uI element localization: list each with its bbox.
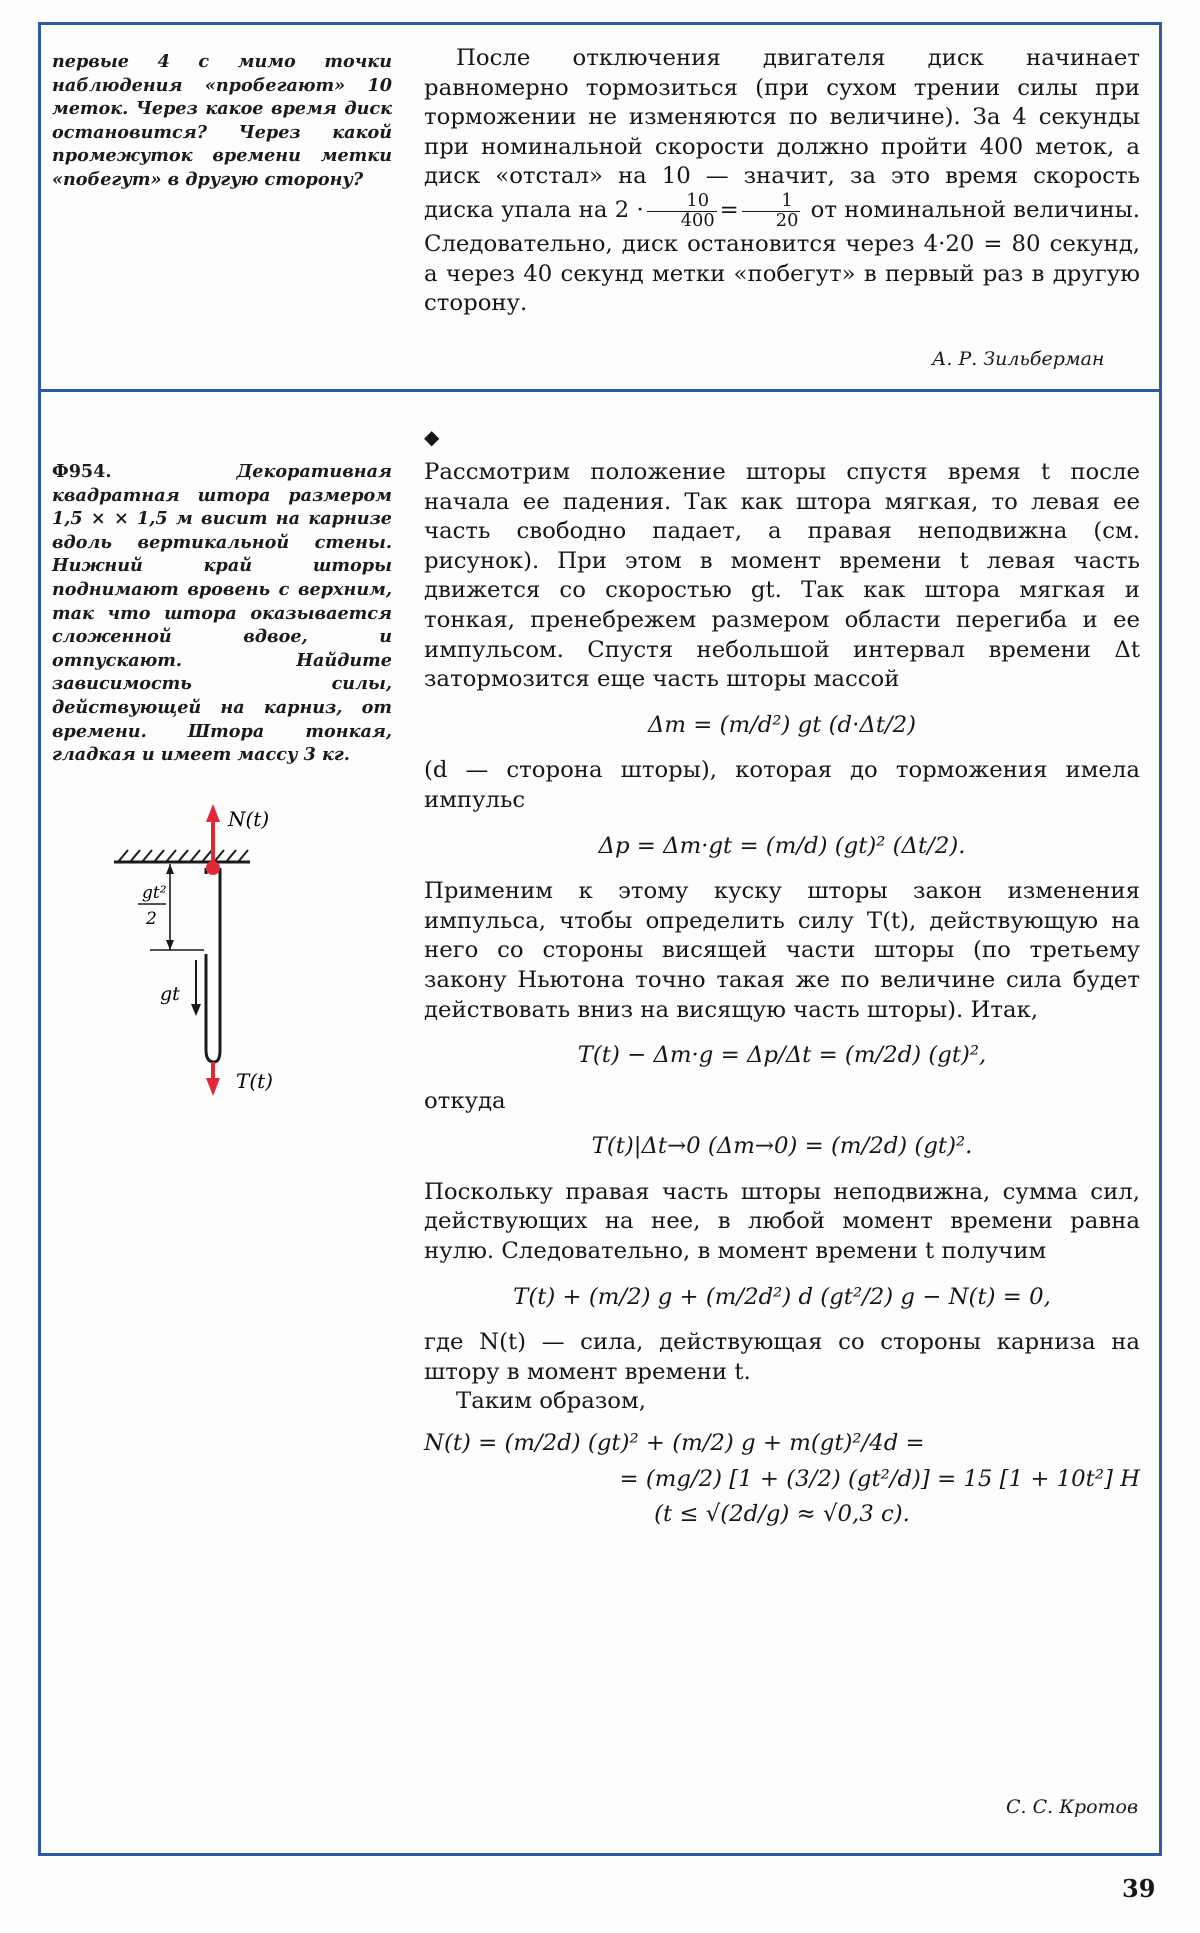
fraction-numerator: 10	[647, 192, 717, 212]
prev-problem-sidebar	[52, 50, 392, 192]
fraction-numerator: 1	[742, 192, 801, 212]
fraction-10-400	[647, 189, 717, 231]
solution-paragraph-1: Рассмотрим положение шторы спустя время t после начала ее падения. Так как штора мягкая, то левая ее часть свободно падает, а правая неподвижна (см. рисунок). При этом в момент времени t левая часть движется со скоростью gt. Так как штора мягкая и тонкая, пренебрежем размером области перегиба и ее импульсом. Спустя небольшой интервал времени Δt затормозится еще часть шторы массой	[424, 459, 1140, 693]
prev-solution-paragraph	[424, 44, 1140, 319]
prev-problem-solution	[424, 44, 1140, 319]
prev-solution-text-2: от номинальной величины. Следовательно, диск остановится через 4·20 = 80 секунд, а через 40 секунд метки «побегут» в первый раз в другую сторону.	[424, 197, 1141, 317]
formula-force-sum: T(t) + (m/2) g + (m/2d²) d (gt²/2) g − N(t) = 0,	[513, 1283, 1051, 1310]
curtain-outline	[206, 868, 220, 1062]
formula-T-limit: T(t)|Δt→0 (Δm→0) = (m/2d) (gt)².	[591, 1133, 973, 1160]
page-number: 39	[1122, 1874, 1156, 1903]
solution-paragraph-3: Применим к этому куску шторы закон изменения импульса, чтобы определить силу T(t), действующую на него со стороны висящей части шторы (по третьему закону Ньютона точно такая же по величине сила будет действовать вниз на висящую часть шторы). Итак,	[424, 878, 1140, 1023]
cornice-hatching	[118, 850, 248, 862]
prev-author-signature: А. Р. Зильберман	[932, 348, 1105, 370]
figure-label-N: N(t)	[228, 807, 270, 831]
problem-statement-text: Декоративная квадратная штора размером 1,5 × × 1,5 м висит на карнизе вдоль вертикальной стены. Нижний край шторы поднимают вровень с верхним, так что штора оказывается сложенной вдвое, и отпускают. Найдите зависимость силы, действующей на карниз, от времени. Штора тонкая, гладкая и имеет массу 3 кг.	[52, 461, 392, 766]
formula-N-1: N(t) = (m/2d) (gt)² + (m/2) g + m(gt)²/4d =	[424, 1430, 925, 1457]
problem-label: Ф954.	[52, 461, 112, 482]
solution-paragraph-2: (d — сторона шторы), которая до торможения имела импульс	[424, 757, 1140, 813]
solution-paragraph-4: откуда	[424, 1087, 506, 1114]
fraction-denominator: 400	[680, 209, 715, 231]
solution-paragraph-7: Таким образом,	[456, 1388, 646, 1415]
formula-delta-p: Δp = Δm·gt = (m/d) (gt)² (Δt/2).	[598, 832, 966, 859]
author-signature: С. С. Кротов	[1006, 1796, 1139, 1818]
dimension-arrow-down	[166, 940, 174, 950]
attachment-point	[206, 861, 220, 875]
figure-frac-denominator: 2	[146, 909, 157, 929]
fraction-denominator: 20	[775, 209, 799, 231]
velocity-arrow-head	[191, 1004, 201, 1016]
curtain-figure	[100, 790, 300, 1100]
solution-paragraph-5: Поскольку правая часть шторы неподвижна, сумма сил, действующих на нее, в любой момент времени равна нулю. Следовательно, в момент времени t получим	[424, 1178, 1140, 1265]
prev-solution-text: После отключения двигателя диск начинает равномерно тормозиться (при сухом трении силы при торможении не изменяются по величине). За 4 секунды при номинальной скорости должно пройти 400 меток, а диск «отстал» на 10 — значит, за это время скорость диска упала на	[424, 45, 1140, 224]
force-T-arrow-head	[206, 1078, 220, 1096]
formula-T-balance: T(t) − Δm·g = Δp/Δt = (m/2d) (gt)²,	[577, 1042, 987, 1069]
solution-body	[424, 458, 1140, 1530]
prev-solution-expr-lead: 2 ·	[614, 197, 644, 224]
dimension-arrow-up	[166, 864, 174, 874]
formula-t-range: (t ≤ √(2d/g) ≈ √0,3 с).	[654, 1501, 910, 1528]
fraction-1-20	[742, 189, 801, 231]
solution-paragraph-6: где N(t) — сила, действующая со стороны карниза на штору в момент времени t.	[424, 1329, 1140, 1385]
figure-label-T: T(t)	[236, 1069, 273, 1093]
problem-statement	[52, 460, 392, 767]
section-divider	[41, 389, 1159, 392]
figure-frac-numerator: gt²	[142, 883, 167, 903]
force-N-arrow-head	[206, 804, 220, 822]
prev-problem-sidebar-text: первые 4 с мимо точки наблюдения «пробегают» 10 меток. Через какое время диск остановится? Через какой промежуток времени метки «побегут» в другую сторону?	[52, 51, 392, 190]
section-marker-diamond: ◆	[424, 425, 440, 449]
figure-label-gt: gt	[160, 983, 180, 1005]
equals-sign: =	[719, 197, 739, 224]
formula-delta-m: Δm = (m/d²) gt (d·Δt/2)	[647, 711, 917, 738]
formula-N-2: = (mg/2) [1 + (3/2) (gt²/d)] = 15 [1 + 10t²] Н	[619, 1465, 1140, 1492]
